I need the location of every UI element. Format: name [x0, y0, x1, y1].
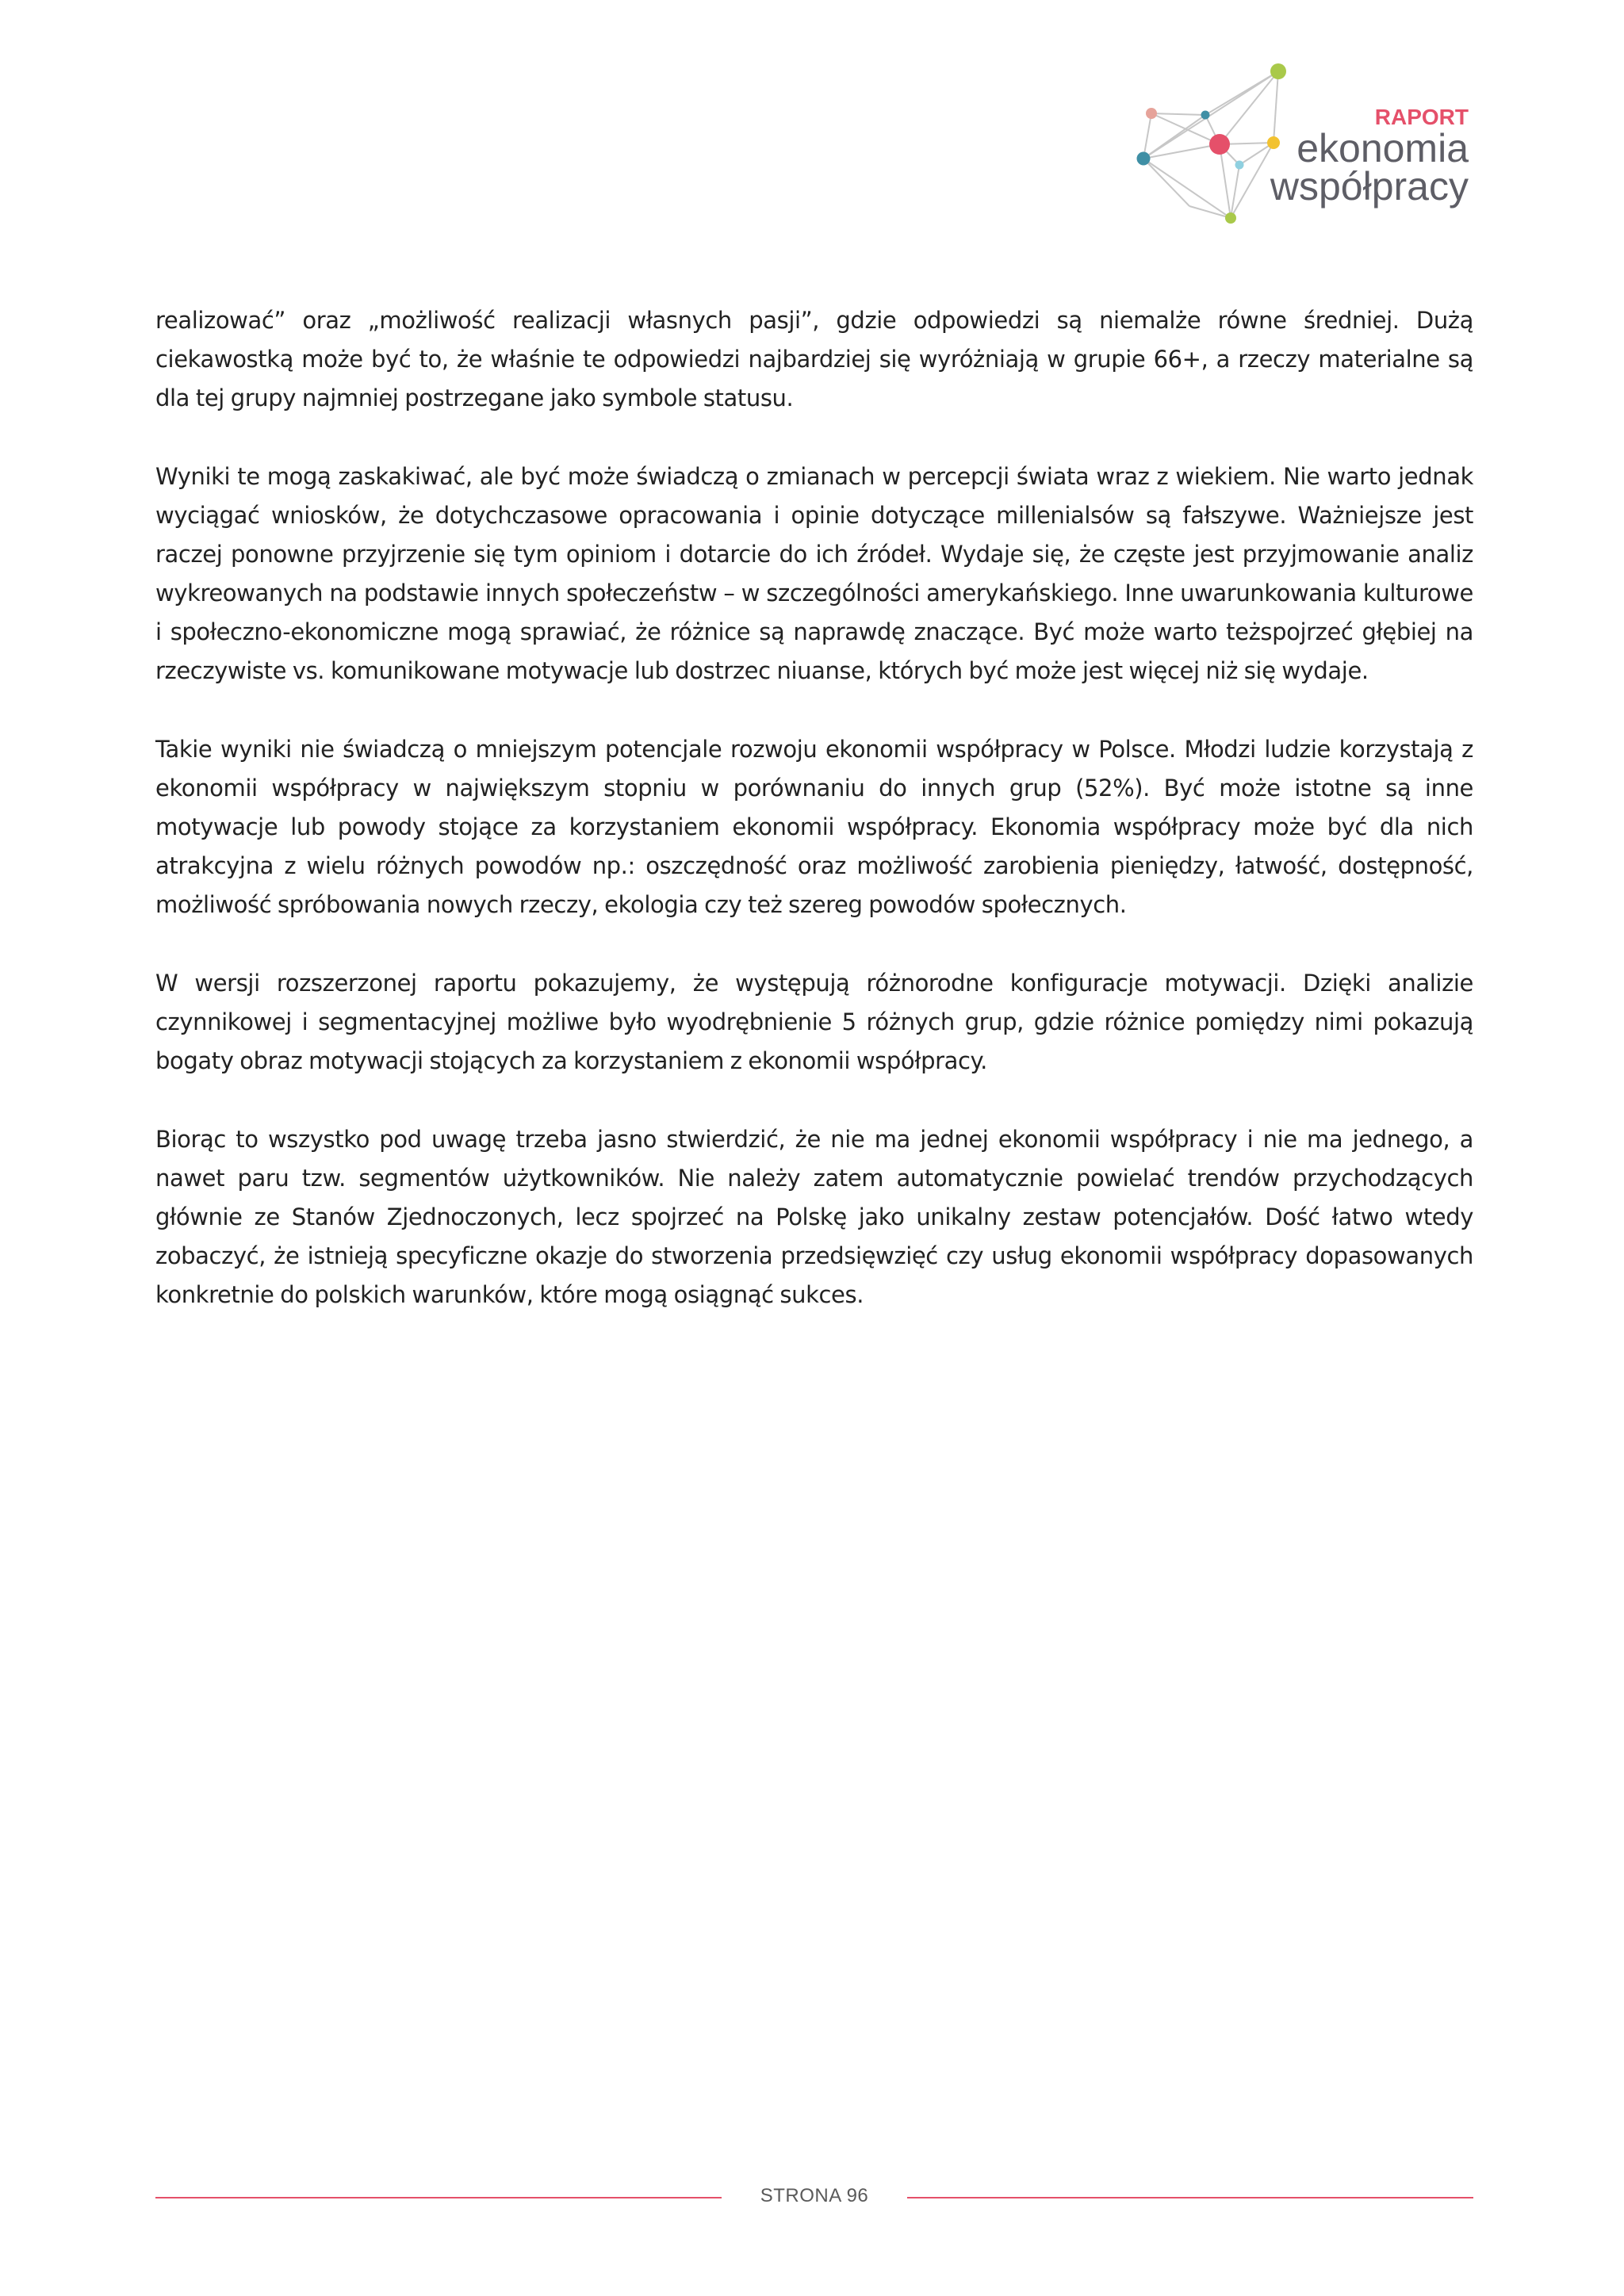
paragraph-4: W wersji rozszerzonej raportu pokazujemy, że występują różnorodne konfiguracje motywacji. Dzięki analizie czynnikowej i segmentacyjnej możliwe było wyodrębnienie 5 różnych grup, gdzie różnice pomiędzy nimi pokazują bogaty obraz motywacji stojących za korzystaniem z ekonomii współpracy.: [155, 970, 1473, 1074]
document-body: [155, 301, 1473, 1354]
footer-rule-right: [907, 2197, 1473, 2198]
logo-wordmark-line-1: ekonomia: [1297, 126, 1469, 170]
network-graph-icon: [1134, 55, 1293, 230]
page-number: STRONA 96: [760, 2185, 869, 2206]
page-footer: [155, 2182, 1473, 2214]
paragraph-1: realizować” oraz „możliwość realizacji własnych pasji”, gdzie odpowiedzi są niemalże równe średniej. Dużą ciekawostką może być to, że właśnie te odpowiedzi najbardziej się wyróżniają w grupie 66+, a rzeczy materialne są dla tej grupy najmniej postrzegane jako symbole statusu.: [155, 307, 1473, 411]
paragraph-3: Takie wyniki nie świadczą o mniejszym potencjale rozwoju ekonomii współpracy w Polsce. Młodzi ludzie korzystają z ekonomii współpracy w największym stopniu w porównaniu do innych grup (52%). Być może istotne są inne motywacje lub powody stojące za korzystaniem ekonomii współpracy. Ekonomia współpracy może być dla nich atrakcyjna z wielu różnych powodów np.: oszczędność oraz możliwość zarobienia pieniędzy, łatwość, dostępność, możliwość spróbowania nowych rzeczy, ekologia czy też szereg powodów społecznych.: [155, 736, 1473, 918]
logo-raport-label: RAPORT: [1374, 105, 1469, 129]
paragraph-5: Biorąc to wszystko pod uwagę trzeba jasno stwierdzić, że nie ma jednej ekonomii współpracy i nie ma jednego, a nawet paru tzw. segmentów użytkowników. Nie należy zatem automatycznie powielać trendów przychodzących głównie ze Stanów Zjednoczonych, lecz spojrzeć na Polskę jako unikalny zestaw potencjałów. Dość łatwo wtedy zobaczyć, że istnieją specyficzne okazje do stworzenia przedsięwzięć czy usług ekonomii współpracy dopasowanych konkretnie do polskich warunków, które mogą osiągnąć sukces.: [155, 1126, 1473, 1308]
paragraph-2: Wyniki te mogą zaskakiwać, ale być może świadczą o zmianach w percepcji świata wraz z wiekiem. Nie warto jednak wyciągać wniosków, że dotychczasowe opracowania i opinie dotyczące millenialsów są fałszywe. Ważniejsze jest raczej ponowne przyjrzenie się tym opiniom i dotarcie do ich źródeł. Wydaje się, że częste jest przyjmowanie analiz wykreowanych na podstawie innych społeczeństw – w szczególności amerykańskiego. Inne uwarunkowania kulturowe i społeczno-ekonomiczne mogą sprawiać, że różnice są naprawdę znaczące. Być może warto teżspojrzeć głębiej na rzeczywiste vs. komunikowane motywacje lub dostrzec niuanse, których być może jest więcej niż się wydaje.: [155, 463, 1473, 684]
report-logo: [1134, 55, 1483, 230]
logo-wordmark-line-2: współpracy: [1270, 164, 1469, 209]
